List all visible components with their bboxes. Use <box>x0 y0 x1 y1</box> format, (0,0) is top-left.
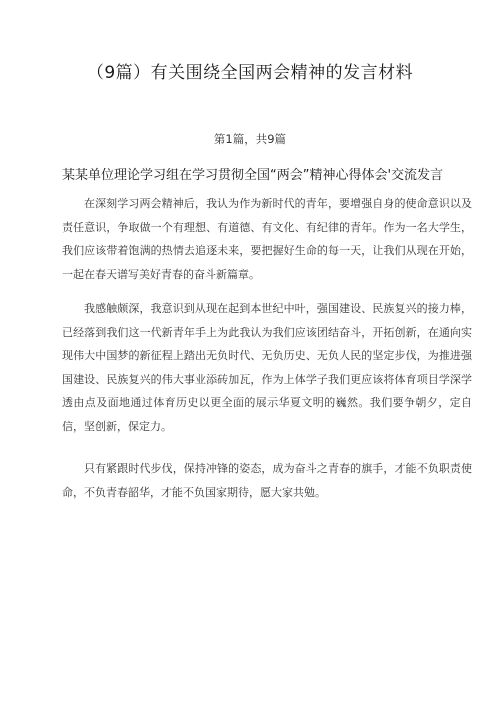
paragraph-2: 我感触颇深，我意识到从现在起到本世纪中叶，强国建设、民族复兴的接力棒，已经落到我们这一代新青年手上为此我认为我们应该团结奋斗，开拓创新，在通向实现伟大中国梦的新征程上踏出无负时代、无负历史、无负人民的坚定步伐，为推进强国建设、民族复兴的伟大事业添砖加瓦，作为上体学子我们更应该将体育项目学深学透由点及面地通过体育历史以更全面的展示华夏文明的巍然。我们要争朝夕，定自信，坚创新，保定力。 <box>62 302 472 433</box>
paragraph-1: 在深刻学习两会精神后，我认为作为新时代的青年，要增强自身的使命意识以及责任意识，争取做一个有理想、有道德、有文化、有纪律的青年。作为一名大学生，我们应该带着饱满的热情去追逐未来，要把握好生命的每一天，让我们从现在开始，一起在春天谱写美好青春的奋斗新篇章。 <box>62 197 472 281</box>
part-label: 第1篇，共9篇 <box>213 132 287 146</box>
section-heading: 某某单位理论学习组在学习贯彻全国“两会”精神心得体会'交流发言 <box>62 168 444 183</box>
document-title: （9篇）有关围绕全国两会精神的发言材料 <box>86 63 414 83</box>
paragraph-3: 只有紧跟时代步伐，保持冲锋的姿态，成为奋斗之青春的旗手，才能不负职责使命，不负青春韶华，才能不负国家期待，愿大家共勉。 <box>62 462 472 499</box>
